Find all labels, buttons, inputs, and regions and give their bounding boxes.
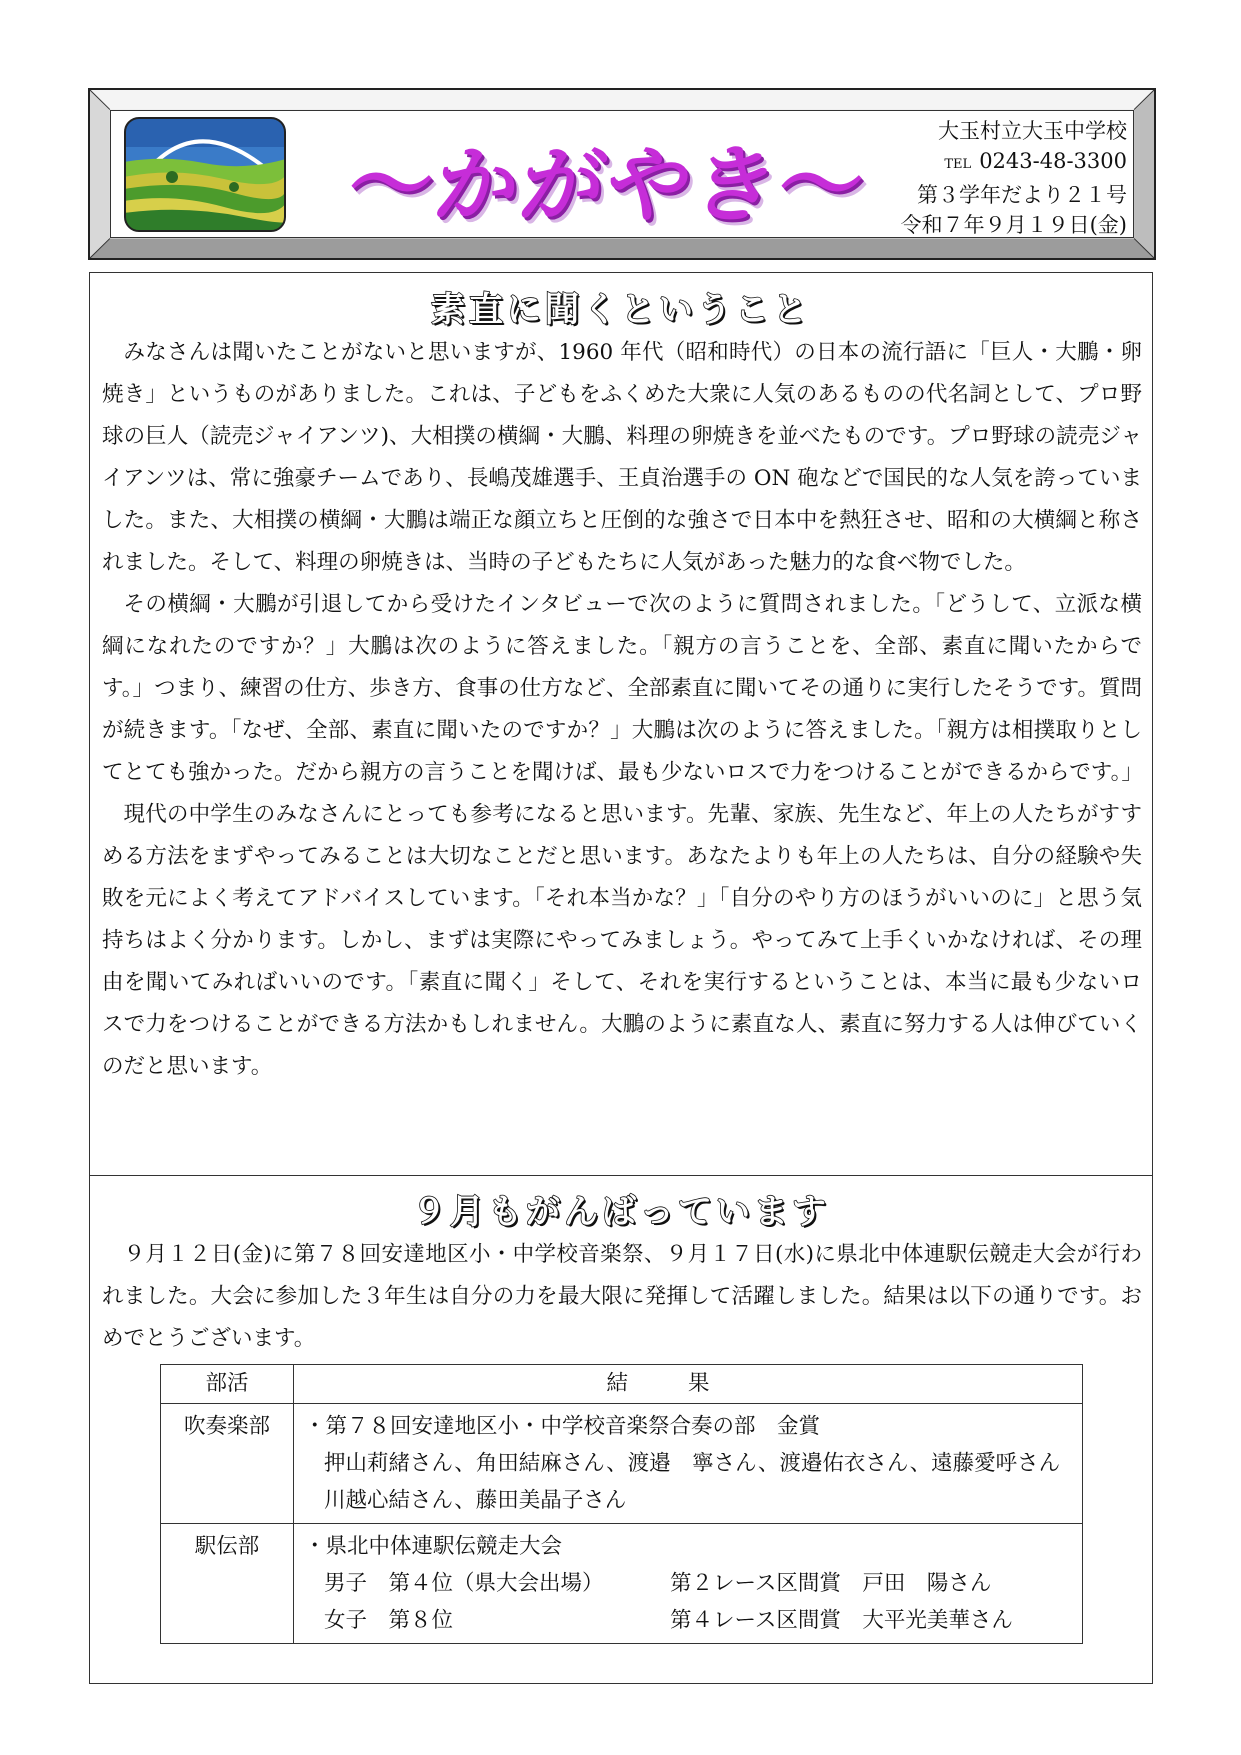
member-list: 押山莉緒さん、角田結麻さん、渡邉 寧さん、渡邉佑衣さん、遠藤愛呼さん: [324, 1451, 1061, 1476]
tel-label: TEL: [944, 157, 972, 172]
boys-award: 第２レース区間賞 戸田 陽さん: [670, 1571, 992, 1596]
article2-heading: ９月もがんばっています: [412, 1192, 830, 1232]
member-list: 川越心結さん、藤田美晶子さん: [324, 1488, 627, 1513]
landscape-logo-icon: [124, 117, 286, 232]
results-table: [160, 1364, 1083, 1644]
club-name: 吹奏楽部: [161, 1404, 294, 1524]
article1-body: [102, 332, 1142, 1088]
table-row: [161, 1404, 1083, 1524]
table-header-row: [161, 1365, 1083, 1404]
article2-paragraph: ９月１２日(金)に第７８回安達地区小・中学校音楽祭、９月１７日(水)に県北中体連駅伝競走大会が行われました。大会に参加した３年生は自分の力を最大限に発揮して活躍しました。結果は以下の通りです。おめでとうございます。: [102, 1242, 1142, 1351]
result-cell: [294, 1404, 1083, 1524]
issue-number: 第３学年だより２１号: [917, 183, 1127, 207]
table-row: [161, 1524, 1083, 1644]
club-name: 駅伝部: [161, 1524, 294, 1644]
girls-result: 女子 第８位: [324, 1608, 454, 1633]
school-tel: [901, 146, 1127, 180]
newsletter-title: ～かがやき～: [342, 136, 872, 234]
event-name: ・第７８回安達地区小・中学校音楽祭合奏の部 金賞: [304, 1414, 821, 1439]
article2-body: [102, 1234, 1142, 1360]
school-info: [901, 116, 1127, 240]
result-cell: [294, 1524, 1083, 1644]
boys-result: 男子 第４位（県大会出場）: [324, 1571, 604, 1596]
section-divider: [89, 1175, 1153, 1176]
event-name: ・県北中体連駅伝競走大会: [304, 1534, 563, 1559]
boys-result-line: [304, 1565, 1076, 1602]
header-club: 部活: [161, 1365, 294, 1404]
header-result-label: 結果: [606, 1371, 770, 1396]
issue-date: 令和７年９月１９日(金): [900, 213, 1127, 237]
girls-result-line: [304, 1602, 1076, 1639]
school-name: 大玉村立大玉中学校: [938, 119, 1127, 143]
article1-paragraph: 現代の中学生のみなさんにとっても参考になると思います。先輩、家族、先生など、年上の人たちがすすめる方法をまずやってみることは大切なことだと思います。あなたよりも年上の人たちは、自分の経験や失敗を元によく考えてアドバイスしています。「それ本当かな？」「自分のやり方のほうがいいのに」と思う気持ちはよく分かります。しかし、まずは実際にやってみましょう。やってみて上手くいかなければ、その理由を聞いてみればいいのです。「素直に聞く」そして、それを実行するということは、本当に最も少ないロスで力をつけることができる方法かもしれません。大鵬のように素直な人、素直に努力する人は伸びていくのだと思います。: [102, 802, 1142, 1079]
article1-paragraph: その横綱・大鵬が引退してから受けたインタビューで次のように質問されました。「どうして、立派な横綱になれたのですか？」大鵬は次のように答えました。「親方の言うことを、全部、素直に聞いたからです。」つまり、練習の仕方、歩き方、食事の仕方など、全部素直に聞いてその通りに実行したそうです。質問が続きます。「なぜ、全部、素直に聞いたのですか？」大鵬は次のように答えました。「親方は相撲取りとしてとても強かった。だから親方の言うことを聞けば、最も少ないロスで力をつけることができるからです。」: [102, 592, 1143, 785]
girls-award: 第４レース区間賞 大平光美華さん: [670, 1608, 1013, 1633]
article1-paragraph: みなさんは聞いたことがないと思いますが、1960 年代（昭和時代）の日本の流行語に「巨人・大鵬・卵焼き」というものがありました。これは、子どもをふくめた大衆に人気のあるものの代名詞として、プロ野球の巨人（読売ジャイアンツ)、大相撲の横綱・大鵬、料理の卵焼きを並べたものです。プロ野球の読売ジャイアンツは、常に強豪チームであり、長嶋茂雄選手、王貞治選手の ON 砲などで国民的な人気を誇っていました。また、大相撲の横綱・大鵬は端正な顔立ちと圧倒的な強さで日本中を熱狂させ、昭和の大横綱と称されました。そして、料理の卵焼きは、当時の子どもたちに人気があった魅力的な食べ物でした。: [102, 340, 1142, 575]
article1-heading: 素直に聞くということ: [431, 290, 811, 330]
header-result: [294, 1365, 1083, 1404]
tel-number: 0243-48-3300: [979, 149, 1127, 173]
